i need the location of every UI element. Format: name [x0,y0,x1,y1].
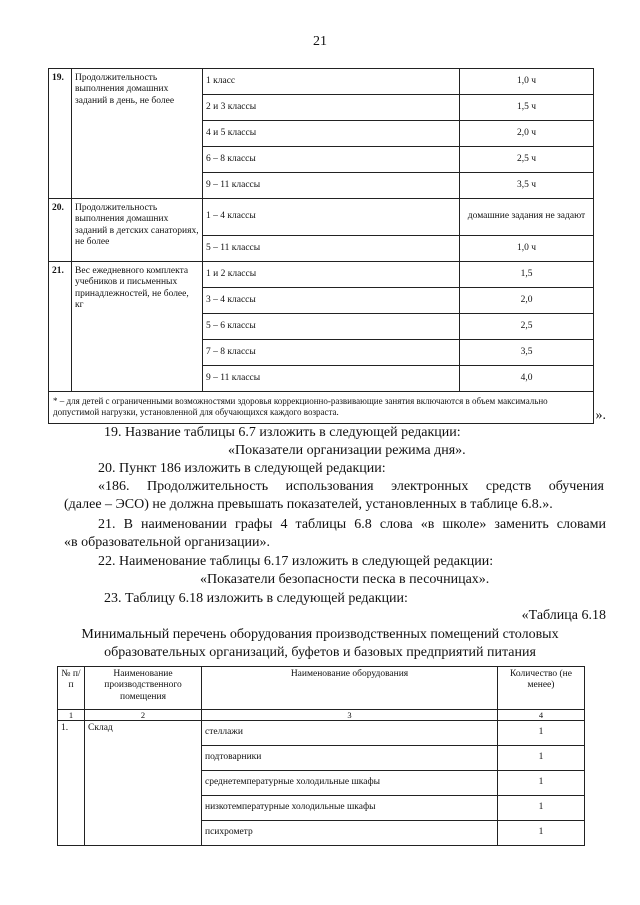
value-cell: 2,0 ч [460,121,594,147]
class-cell: 5 – 11 классы [203,236,460,262]
row-number: 19. [49,69,72,199]
class-cell: 1 класс [203,69,460,95]
paragraph-20-line-1: «186. Продолжительность использования электронных средств обучения [98,479,604,494]
class-cell: 4 и 5 классы [203,121,460,147]
value-cell: 3,5 ч [460,173,594,199]
equipment-cell: низкотемпературные холодильные шкафы [202,796,498,821]
header-quantity: Количество (не менее) [498,667,585,710]
row-number: 21. [49,262,72,392]
row-number: 20. [49,199,72,262]
equipment-cell: психрометр [202,821,498,846]
equipment-cell: среднетемпературные холодильные шкафы [202,771,498,796]
table-row [49,69,594,95]
paragraph-19-quote: «Показатели организации режима дня». [228,443,466,458]
quantity-cell: 1 [498,721,585,746]
value-cell: 1,5 ч [460,95,594,121]
class-cell: 9 – 11 классы [203,366,460,392]
class-cell: 3 – 4 классы [203,288,460,314]
value-cell: 2,5 ч [460,147,594,173]
value-cell: 2,5 [460,314,594,340]
table-row [49,199,594,236]
page-number: 21 [313,34,327,49]
header-row [58,667,585,710]
paragraph-23: 23. Таблицу 6.18 изложить в следующей редакции: [104,591,408,606]
table-title-line-2: образовательных организаций, буфетов и базовых предприятий питания [104,645,536,660]
header-equipment: Наименование оборудования [202,667,498,710]
paragraph-21-line-1: 21. В наименовании графы 4 таблицы 6.8 слова «в школе» заменить словами [98,517,606,532]
value-cell: 2,0 [460,288,594,314]
class-cell: 5 – 6 классы [203,314,460,340]
quantity-cell: 1 [498,821,585,846]
table-title-line-1: Минимальный перечень оборудования производственных помещений столовых [81,627,559,642]
value-cell: 1,0 ч [460,69,594,95]
paragraph-22: 22. Наименование таблицы 6.17 изложить в следующей редакции: [98,554,494,569]
class-cell: 1 и 2 классы [203,262,460,288]
value-cell: 4,0 [460,366,594,392]
row-number: 1. [58,721,85,846]
class-cell: 2 и 3 классы [203,95,460,121]
paragraph-21-line-2: «в образовательной организации». [64,535,271,550]
table-label: «Таблица 6.18 [521,608,606,623]
footnote-row [49,392,594,424]
class-cell: 9 – 11 классы [203,173,460,199]
paragraph-22-quote: «Показатели безопасности песка в песочницах». [200,572,490,587]
school-load-table [48,68,594,424]
column-number-row [58,710,585,721]
value-cell: 1,0 ч [460,236,594,262]
value-cell: 3,5 [460,340,594,366]
table-footnote: * – для детей с ограниченными возможностями здоровья коррекционно-развивающие занятия включаются в объем максимально допустимой нагрузки, установленной для обучающихся каждого возраста. [49,392,594,424]
header-room: Наименование производственного помещения [85,667,202,710]
quantity-cell: 1 [498,796,585,821]
row-description: Продолжительность выполнения домашних заданий в детских санаториях, не более [72,199,203,262]
header-num: № п/п [58,667,85,710]
column-number: 2 [85,710,202,721]
class-cell: 7 – 8 классы [203,340,460,366]
closing-quote: ». [595,408,606,423]
equipment-cell: подтоварники [202,746,498,771]
paragraph-20: 20. Пункт 186 изложить в следующей редакции: [98,461,386,476]
equipment-table [57,666,585,846]
row-description: Вес ежедневного комплекта учебников и письменных принадлежностей, не более, кг [72,262,203,392]
column-number: 1 [58,710,85,721]
quantity-cell: 1 [498,771,585,796]
equipment-cell: стеллажи [202,721,498,746]
paragraph-20-line-2: (далее – ЭСО) не должна превышать показателей, установленных в таблице 6.8.». [64,497,553,512]
value-cell: домашние задания не задают [460,199,594,236]
table-row [49,262,594,288]
class-cell: 1 – 4 классы [203,199,460,236]
table-row [58,721,585,746]
quantity-cell: 1 [498,746,585,771]
room-name: Склад [85,721,202,846]
class-cell: 6 – 8 классы [203,147,460,173]
value-cell: 1,5 [460,262,594,288]
column-number: 3 [202,710,498,721]
paragraph-19: 19. Название таблицы 6.7 изложить в следующей редакции: [104,425,461,440]
row-description: Продолжительность выполнения домашних заданий в день, не более [72,69,203,199]
column-number: 4 [498,710,585,721]
